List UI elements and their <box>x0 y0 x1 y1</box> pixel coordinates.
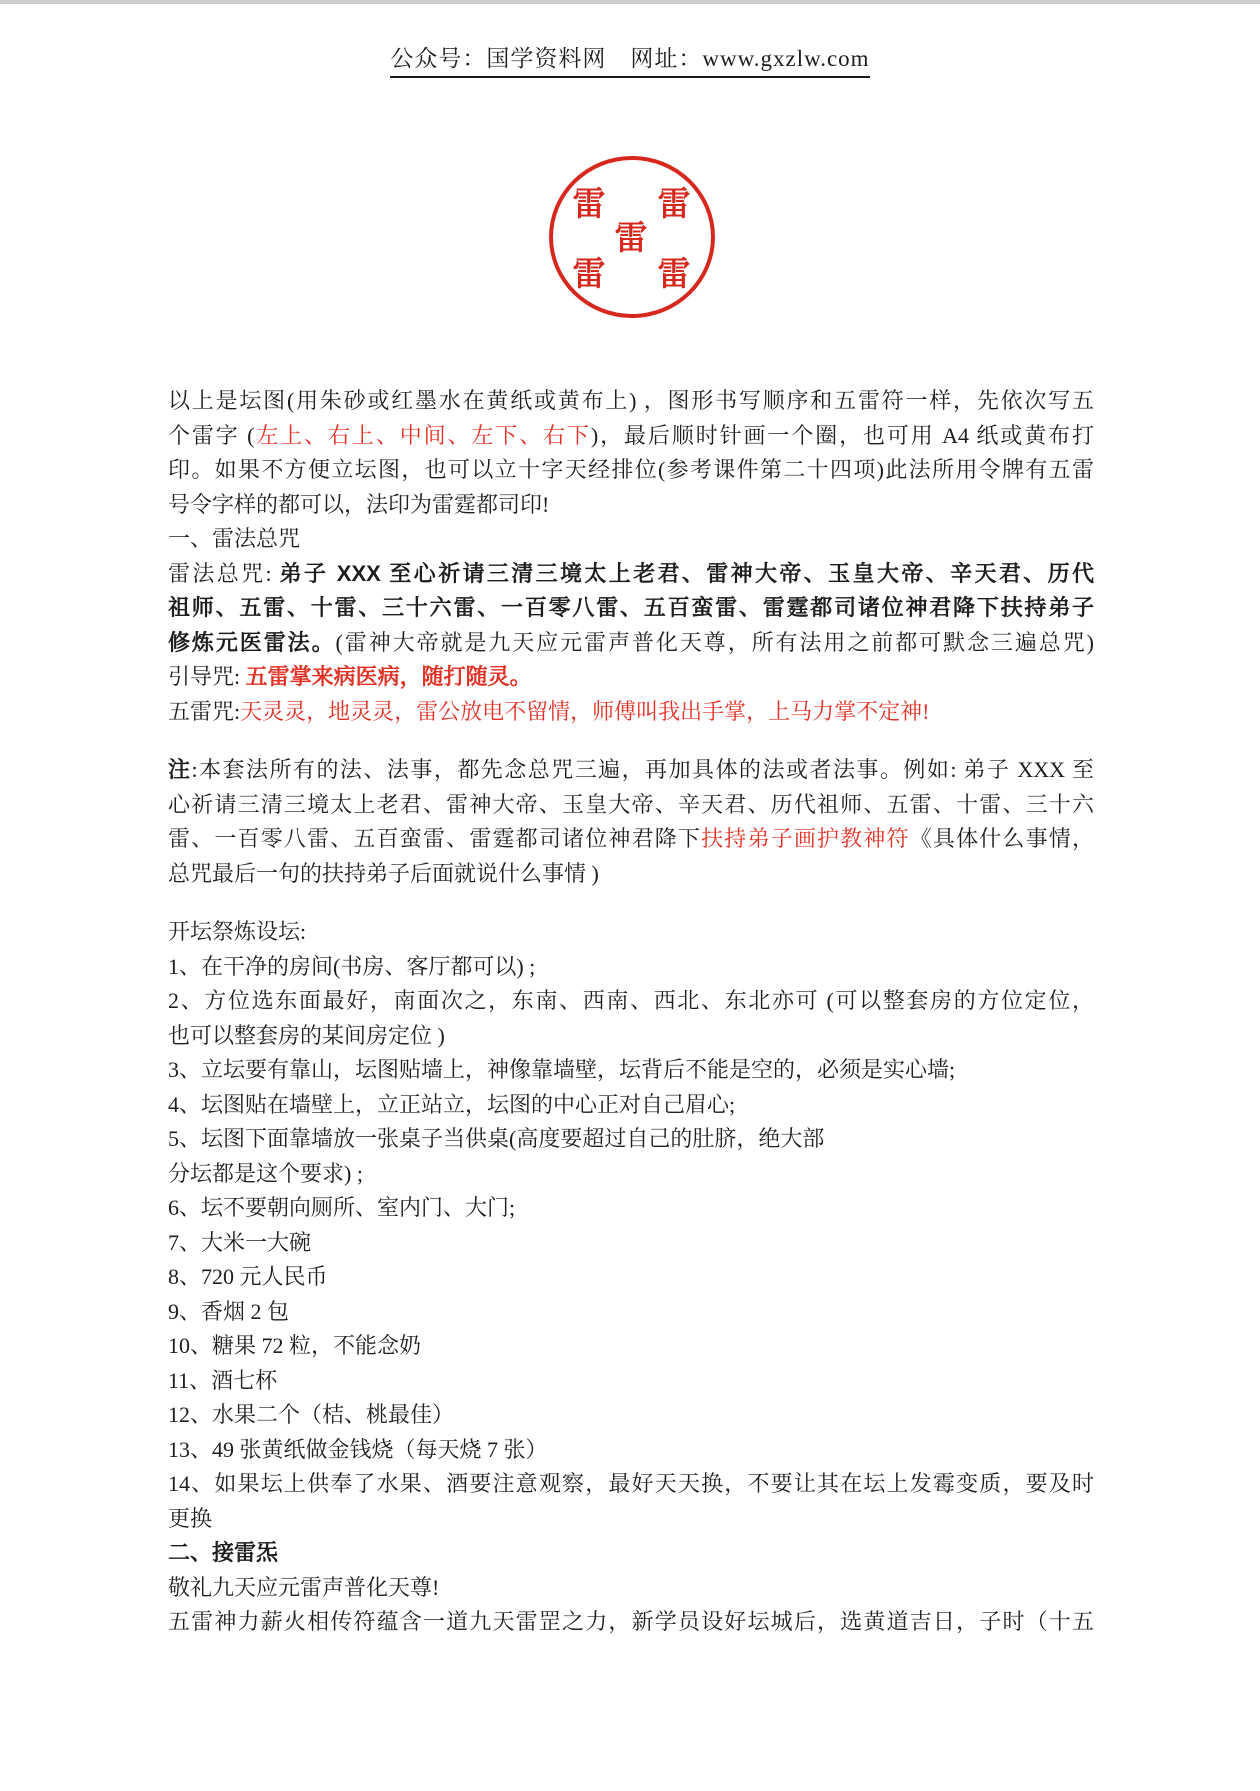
text-span: 引导咒: <box>168 664 246 689</box>
text-span: 8、720 元人民币 <box>168 1264 328 1289</box>
text-span: 6、坛不要朝向厕所、室内门、大门; <box>168 1195 516 1220</box>
doc-line <box>168 1364 1094 1399</box>
text-span: 五雷神力薪火相传符蕴含一道九天雷罡之力，新学员设好坛城后，选黄道吉日，子时（十五 <box>168 1609 1094 1634</box>
text-span: 修炼元医雷法。 <box>168 629 336 655</box>
text-span: 以上是坛图(用朱砂或红墨水在黄纸或黄布上) ，图形书写顺序和五雷符一样，先依次写五 <box>168 388 1094 413</box>
text-span: 个雷字 ( <box>168 422 255 448</box>
text-span: 10、糖果 72 粒，不能念奶 <box>168 1333 422 1358</box>
text-span: )，最后顺时针画一个圈，也可用 A4 纸或黄布打 <box>590 422 1094 448</box>
text-span: 《具体什么事情， <box>909 826 1094 851</box>
doc-line <box>168 950 1094 985</box>
doc-line <box>168 1260 1094 1295</box>
doc-line <box>168 557 1094 592</box>
doc-line <box>168 1605 1094 1640</box>
text-span: 3、立坛要有靠山，坛图贴墙上，神像靠墙壁，坛背后不能是空的，必须是实心墙; <box>168 1057 956 1082</box>
text-span: 11、酒七杯 <box>168 1367 278 1393</box>
seal-char-top-right: 雷 <box>657 187 691 223</box>
text-span: 一、雷法总咒 <box>168 526 301 551</box>
text-span: 4、坛图贴在墙壁上，立正站立，坛图的中心正对自己眉心; <box>168 1091 736 1117</box>
doc-line <box>168 1191 1094 1226</box>
doc-line <box>168 1088 1094 1123</box>
doc-line <box>168 591 1094 626</box>
doc-line <box>168 1467 1094 1502</box>
seal-char-center: 雷 <box>614 221 648 257</box>
document-body <box>168 384 1094 1640</box>
doc-line <box>168 788 1094 823</box>
doc-line <box>168 1122 1094 1157</box>
doc-line <box>168 1019 1094 1054</box>
text-span: 弟子 XXX 至心祈请三清三境太上老君、雷神大帝、玉皇大帝、辛天君、历代 <box>279 560 1094 586</box>
blank-line <box>168 729 1094 753</box>
text-span: 五雷咒: <box>168 698 241 724</box>
text-span: 1、在干净的房间(书房、客厅都可以) ; <box>168 953 536 979</box>
doc-line <box>168 1226 1094 1261</box>
text-span: 也可以整套房的某间房定位 ) <box>168 1022 445 1048</box>
doc-line <box>168 419 1094 454</box>
text-span: 印。如果不方便立坛图，也可以立十字天经排位(参考课件第二十四项)此法所用令牌有五雷 <box>168 457 1094 482</box>
doc-line <box>168 1502 1094 1537</box>
doc-line <box>168 822 1094 857</box>
text-span: (雷神大帝就是九天应元雷声普化天尊，所有法用之前都可默念三遍总咒) <box>335 629 1094 655</box>
text-span: 9、香烟 2 包 <box>168 1298 290 1324</box>
text-span: 13、49 张黄纸做金钱烧（每天烧 7 张） <box>168 1436 548 1462</box>
doc-line <box>168 626 1094 661</box>
seal-char-bottom-right: 雷 <box>657 257 691 293</box>
doc-line <box>168 1433 1094 1468</box>
doc-line <box>168 695 1094 730</box>
seal-char-bottom-left: 雷 <box>572 257 606 293</box>
text-span: 2、方位选东面最好，南面次之，东南、西南、西北、东北亦可 (可以整套房的方位定位， <box>168 988 1094 1013</box>
text-span: 天灵灵，地灵灵，雷公放电不留情，师傅叫我出手掌，上马力掌不定神! <box>240 698 930 724</box>
text-span: 扶持弟子画护教神符 <box>701 826 910 851</box>
doc-line <box>168 522 1094 557</box>
text-span: 雷法总咒: <box>168 560 280 586</box>
doc-line <box>168 1157 1094 1192</box>
top-border <box>0 0 1260 4</box>
text-span: 号令字样的都可以，法印为雷霆都司印! <box>168 491 550 517</box>
page-header <box>0 40 1260 78</box>
text-span: 雷、一百零八雷、五百蛮雷、雷霆都司诸位神君降下 <box>168 826 702 851</box>
seal-char-top-left: 雷 <box>572 187 606 223</box>
doc-line <box>168 753 1094 788</box>
text-span: 14、如果坛上供奉了水果、酒要注意观察，最好天天换，不要让其在坛上发霉变质，要及时 <box>168 1471 1094 1496</box>
text-span: 祖师、五雷、十雷、三十六雷、一百零八雷、五百蛮雷、雷霆都司诸位神君降下扶持弟子 <box>168 595 1094 620</box>
text-span: 左上、右上、中间、左下、右下 <box>254 422 591 448</box>
text-span: 7、大米一大碗 <box>168 1229 312 1255</box>
doc-line <box>168 1536 1094 1571</box>
doc-line <box>168 660 1094 695</box>
text-span: 12、水果二个（桔、桃最佳） <box>168 1402 455 1427</box>
text-span: 5、坛图下面靠墙放一张桌子当供桌(高度要超过自己的肚脐，绝大部 <box>168 1126 825 1151</box>
text-span: 更换 <box>168 1505 213 1531</box>
text-span: 开坛祭炼设坛: <box>168 919 307 944</box>
text-span: :本套法所有的法、法事，都先念总咒三遍，再加具体的法或者法事。例如: 弟子 XXX 至 <box>191 757 1094 782</box>
text-span: 心祈请三清三境太上老君、雷神大帝、玉皇大帝、辛天君、历代祖师、五雷、十雷、三十六 <box>168 791 1094 817</box>
doc-line <box>168 984 1094 1019</box>
doc-line <box>168 384 1094 419</box>
doc-line <box>168 453 1094 488</box>
doc-line <box>168 1571 1094 1606</box>
text-span: 二、接雷炁 <box>168 1540 279 1565</box>
text-span: 分坛都是这个要求) ; <box>168 1160 363 1186</box>
doc-line <box>168 1398 1094 1433</box>
doc-line <box>168 915 1094 950</box>
doc-line <box>168 1329 1094 1364</box>
doc-line <box>168 857 1094 892</box>
doc-line <box>168 1053 1094 1088</box>
header-title: 公众号：国学资料网 网址：www.gxzlw.com <box>390 40 869 78</box>
text-span: 注 <box>168 757 192 782</box>
doc-line <box>168 488 1094 523</box>
thunder-seal <box>549 156 715 318</box>
text-span: 总咒最后一句的扶持弟子后面就说什么事情 ) <box>168 860 599 886</box>
text-span: 五雷掌来病医病，随打随灵。 <box>245 664 532 689</box>
blank-line <box>168 891 1094 915</box>
doc-line <box>168 1295 1094 1330</box>
text-span: 敬礼九天应元雷声普化天尊! <box>168 1574 440 1600</box>
